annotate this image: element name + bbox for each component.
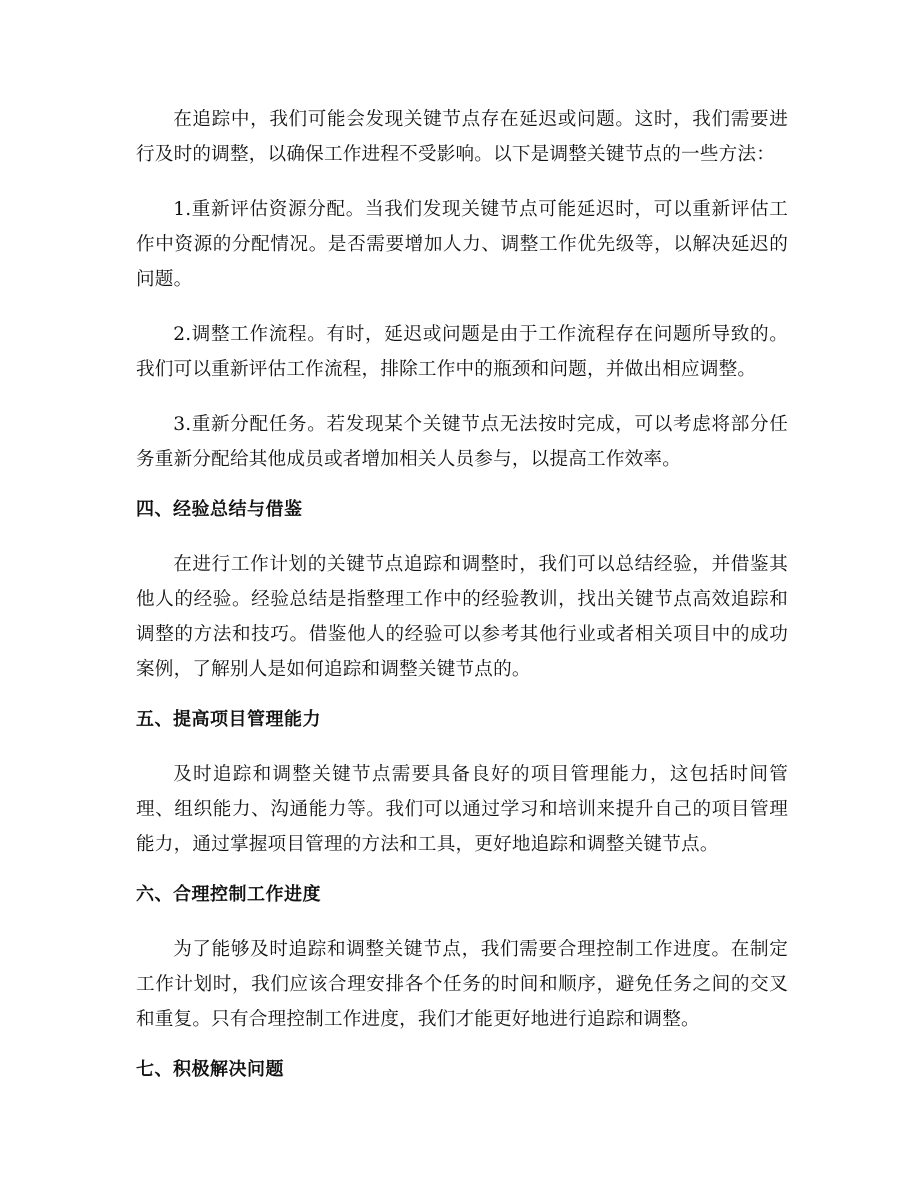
section-heading-6: 六、合理控制工作进度 — [136, 884, 321, 905]
section-heading-5: 五、提高项目管理能力 — [136, 709, 321, 730]
paragraph-experience: 在进行工作计划的关键节点追踪和调整时，我们可以总结经验，并借鉴其他人的经验。经验总结是指整理工作中的经验教训，找出关键节点高效追踪和调整的方法和技巧。借鉴他人的经验可以参考其他行业或者相关项目中的成功案例，了解别人是如何追踪和调整关键节点的。 — [136, 554, 788, 680]
section-heading-4: 四、经验总结与借鉴 — [136, 499, 303, 520]
paragraph-method-1: 1.重新评估资源分配。当我们发现关键节点可能延迟时，可以重新评估工作中资源的分配情况。是否需要增加人力、调整工作优先级等，以解决延迟的问题。 — [136, 199, 788, 290]
paragraph-adjustment-intro: 在追踪中，我们可能会发现关键节点存在延迟或问题。这时，我们需要进行及时的调整，以确保工作进程不受影响。以下是调整关键节点的一些方法： — [136, 109, 788, 165]
paragraph-method-3: 3.重新分配任务。若发现某个关键节点无法按时完成，可以考虑将部分任务重新分配给其他成员或者增加相关人员参与，以提高工作效率。 — [136, 414, 788, 470]
paragraph-progress-control: 为了能够及时追踪和调整关键节点，我们需要合理控制工作进度。在制定工作计划时，我们应该合理安排各个任务的时间和顺序，避免任务之间的交叉和重复。只有合理控制工作进度，我们才能更好地进行追踪和调整。 — [136, 939, 788, 1030]
document-page — [136, 102, 788, 1107]
paragraph-project-management: 及时追踪和调整关键节点需要具备良好的项目管理能力，这包括时间管理、组织能力、沟通能力等。我们可以通过学习和培训来提升自己的项目管理能力，通过掌握项目管理的方法和工具，更好地追踪和调整关键节点。 — [136, 764, 788, 855]
paragraph-method-2: 2.调整工作流程。有时，延迟或问题是由于工作流程存在问题所导致的。我们可以重新评估工作流程，排除工作中的瓶颈和问题，并做出相应调整。 — [136, 324, 788, 380]
section-heading-7: 七、积极解决问题 — [136, 1059, 284, 1080]
